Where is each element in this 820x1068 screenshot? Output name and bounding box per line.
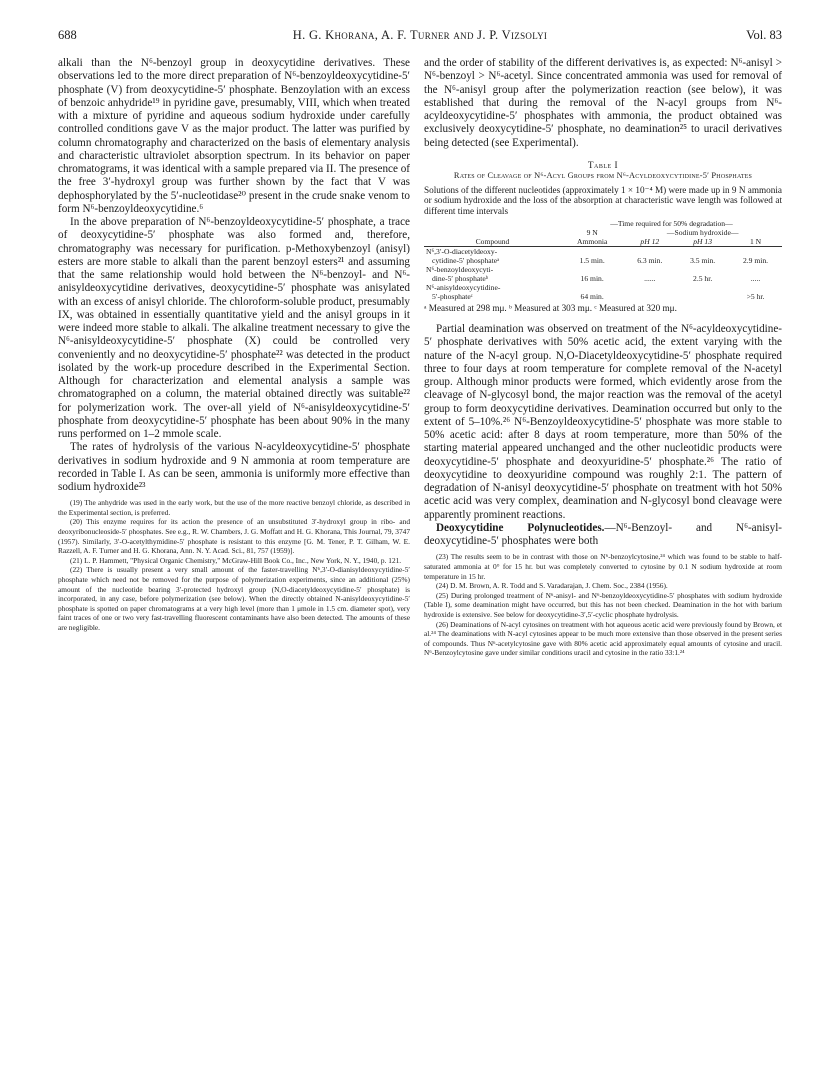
paragraph	[424, 522, 782, 549]
footnote-26: (26) Deaminations of N-acyl cytosines on treatment with hot aqueous acetic acid were previously found by Brown, et al.²⁴ The deaminations with N-acyl cytosines appear to be much more extensive than those observed in the present series of compounds. Thus N⁶-acetylcytosine gave with 80% acetic acid approximately equal amounts of cytosine and uracil. N⁶-Benzoylcytosine gave under similar conditions uracil and cytosine in the ratio 33:1.²⁴	[424, 619, 782, 658]
col-header-ph13: pH 13	[693, 236, 713, 246]
footnote-25: (25) During prolonged treatment of N⁶-anisyl- and N⁶-benzoyldeoxycytidine-5′ phosphates with sodium hydroxide (Table I), some deamination might have occurred, but this has not been checked. Deamination in the hot with barium hydroxide is extensive. See below for deoxycytidine-3′,5′-cyclic phosphate hydrolysis.	[424, 590, 782, 619]
paragraph: and the order of stability of the different derivatives is, as expected: N⁶-anisyl > N⁶-benzoyl > N⁶-acetyl. Since concentrated ammonia was used for removal of the N⁶-anisyl group after the polymerization reaction (see below), it was established that during the removal of the N-acyl groups from N⁶-acyldeoxycytidine-5′ phosphates with ammonia, the product obtained was exclusively deoxycytidine-5′ phosphate, no deamination²⁵ to uracil derivatives being detected (see Experimental).	[424, 57, 782, 149]
right-column	[424, 57, 782, 658]
table-caption: Rates of Cleavage of N⁶-Acyl Groups from N⁶-Acyldeoxycytidine-5′ Phosphates	[453, 170, 753, 180]
paragraph: In the above preparation of N⁶-benzoyldeoxycytidine-5′ phosphate, a trace of deoxycytidine-5′ phosphate was also formed and, therefore, chromatography was necessary for purification. p-Methoxybenzoyl (anisyl) esters are more stable to alkali than the parent benzoyl esters²¹ and assuming that the same relationship would hold between the N⁶-benzoyl- and N⁶-anisyldeoxycytidine derivatives, deoxycytidine-5′ phosphate was anisylated with an excess of anisyl chloride. The chloroform-soluble product, presumably IX, was obtained in essentially quantitative yield and the anisyl groups in it were indeed more stable to alkali. The alkaline treatment necessary to give the N⁶-anisyldeoxycytidine-5′ phosphate (X) could be controlled very conveniently and no deoxycytidine-5′ phosphate²² was detected in the product isolated by the work-up procedure described in the Experimental Section. Although for characterization and elemental analysis a sample was chromatographed on a column, the material obtained directly was suitable²² for polymerization work. The over-all yield of N⁶-anisyldeoxycytidine-5′ phosphate from deoxycytidine-5′ phosphate has been about 90% in the many runs performed on 1–2 mmole scale.	[58, 216, 410, 440]
table-row: N⁶-benzoyldeoxycyti-	[426, 264, 494, 274]
footnote-22: (22) There is usually present a very small amount of the faster-travelling N⁶,3′-O-dianisyldeoxycytidine-5′ phosphate which need not be removed for the purpose of polymerization experiments, since an additional (25%) amount of the nucleotide bearing 3′-protected hydroxyl group (N,O-diacetyldeoxycytidine-5′ phosphate) is incorporated, in any case, before polymerization (see below). When the directly obtained N-anisyldeoxycytidine-5′ phosphate is spotted on paper chromatograms at a very high level (more than 1 μmole in 1.5 cm. diameter spot), very faint traces of one or two very fast-travelling fluorescent contaminants have also been detected. The amounts of these are negligible.	[58, 565, 410, 632]
page-number: 688	[58, 28, 77, 42]
footnote-21: (21) L. P. Hammett, "Physical Organic Chemistry," McGraw-Hill Book Co., Inc., New York, N. Y., 1940, p. 121.	[70, 555, 402, 565]
section-text: —N⁶-Benzoyl- and N⁶-anisyl-deoxycytidine-5′ phosphates were both	[424, 521, 782, 548]
footnote-23: (23) The results seem to be in contrast with those on N⁶-benzoylcytosine,²⁴ which was found to be stable to half-saturated ammonia at 0° for 15 hr. but was completely converted to cytosine by 0.1 N sodium hydroxide at room temperature in 15 hr.	[424, 552, 782, 581]
table-notes: ᵃ Measured at 298 mμ. ᵇ Measured at 303 mμ. ᶜ Measured at 320 mμ.	[424, 302, 677, 313]
table-block	[424, 160, 782, 313]
table-row: dine-5′ phosphateᵇ 16 min. ...... 2.5 hr. .....	[432, 273, 761, 283]
footnotes	[424, 552, 782, 658]
table-row: N⁶,3′-O-diacetyldeoxy-	[424, 246, 782, 256]
col-header-ammonia: Ammonia	[576, 236, 608, 246]
sub-header: —Sodium hydroxide—	[666, 227, 739, 237]
left-column	[58, 57, 410, 633]
page-header	[58, 28, 782, 46]
group-header: —Time required for 50% degradation—	[610, 218, 733, 228]
section-heading: Deoxycytidine Polynucleotides.	[436, 521, 605, 534]
running-title: H. G. Khorana, A. F. Turner and J. P. Vizsolyi	[292, 28, 548, 42]
table-row: cytidine-5′ phosphateᵃ 1.5 min. 6.3 min. 3.5 min. 2.9 min.	[432, 255, 769, 265]
table-row: 5′-phosphateᶜ 64 min. >5 hr.	[432, 291, 765, 301]
data-table	[424, 219, 782, 301]
col-header-1n: 1 N	[749, 236, 762, 246]
table-row: N⁶-anisyldeoxycytidine-	[426, 282, 501, 292]
paragraph: alkali than the N⁶-benzoyl group in deoxycytidine derivatives. These observations led to the more direct preparation of N⁶-benzoyldeoxycytidine-5′ phosphate (V) from deoxycytidine-5′ phosphate. Benzoylation with an excess of benzoic anhydride¹⁹ in pyridine gave, presumably, VIII, which when treated with a mixture of pyridine and aqueous sodium hydroxide under carefully controlled conditions gave V as the major product. The latter was purified by column chromatography and characterized on the basis of elementary analysis and characteristic ultraviolet absorption spectrum. In its behavior on paper chromatograms, it was identical with a sample prepared via II. The presence of the free 3′-hydroxyl group was further shown by the fact that V was dephosphorylated by the 5′-nucleotidase²⁰ present in the crude snake venom to form N⁶-benzoyldeoxycytidine.⁶	[58, 57, 410, 215]
table-label: Table I	[587, 159, 619, 170]
table-description: Solutions of the different nucleotides (approximately 1 × 10⁻⁴ M) were made up in 9 N ammonia or sodium hydroxide and the loss of the absorption at characteristic wave length was followed at different time intervals	[424, 184, 782, 216]
paragraph: Partial deamination was observed on treatment of the N⁶-acyldeoxycytidine-5′ phosphate derivatives with 50% acetic acid, the extent varying with the nature of the N-acyl group. N,O-Diacetyldeoxycytidine-5′ phosphate required three to four days at room temperature for complete removal of the N-acetyl group. Although minor products were formed, which evidently arose from the cleavage of N-glycosyl bond, the major reaction was the removal of the acetyl group to form deoxycytidine derivatives. Deamination occurred but only to the extent of 5–10%.²⁶ N⁶-Benzoyldeoxycytidine-5′ phosphate was more stable to 50% acetic acid: after 8 days at room temperature, more than 50% of the starting material appeared unchanged and the other nucleotidic products were deoxycytidine-5′ phosphate and deoxyuridine-5′ phosphate.²⁶ The ratio of deoxycytidine to deoxyuridine compound was roughly 2:1. The pattern of degradation of N-anisyl deoxycytidine-5′ phosphate on treatment with hot 50% acetic acid was very complex, deamination and N-glycosyl bond cleavage were apparently prominent reactions.	[424, 323, 782, 521]
footnotes	[58, 498, 410, 632]
col-header-9n: 9 N	[586, 227, 598, 237]
footnote-24: (24) D. M. Brown, A. R. Todd and S. Varadarajan, J. Chem. Soc., 2384 (1956).	[436, 581, 668, 591]
footnote-20: (20) This enzyme requires for its action the presence of an unsubstituted 3′-hydroxyl group in ribo- and deoxyribonucleoside-5′ phosphates. See e.g., R. W. Chambers, J. G. Moffatt and H. G. Khorana, This Journal, 79, 3747 (1957). Similarly, 3′-O-acetylthymidine-5′ phosphate is resistant to this enzyme [G. M. Tener, P. T. Gilham, W. E. Razzell, A. F. Turner and H. G. Khorana, Ann. N. Y. Acad. Sci., 81, 757 (1959)].	[58, 517, 410, 556]
col-header-compound: Compound	[475, 236, 510, 246]
col-header-ph12: pH 12	[640, 236, 660, 246]
footnote-19: (19) The anhydride was used in the early work, but the use of the more reactive benzoyl chloride, as described in the Experimental section, is preferred.	[58, 498, 410, 517]
paragraph: The rates of hydrolysis of the various N-acyldeoxycytidine-5′ phosphate derivatives in sodium hydroxide and 9 N ammonia at room temperature are recorded in Table I. As can be seen, ammonia is uniformly more effective than sodium hydroxide²³	[58, 441, 410, 493]
volume-number: Vol. 83	[746, 28, 782, 42]
